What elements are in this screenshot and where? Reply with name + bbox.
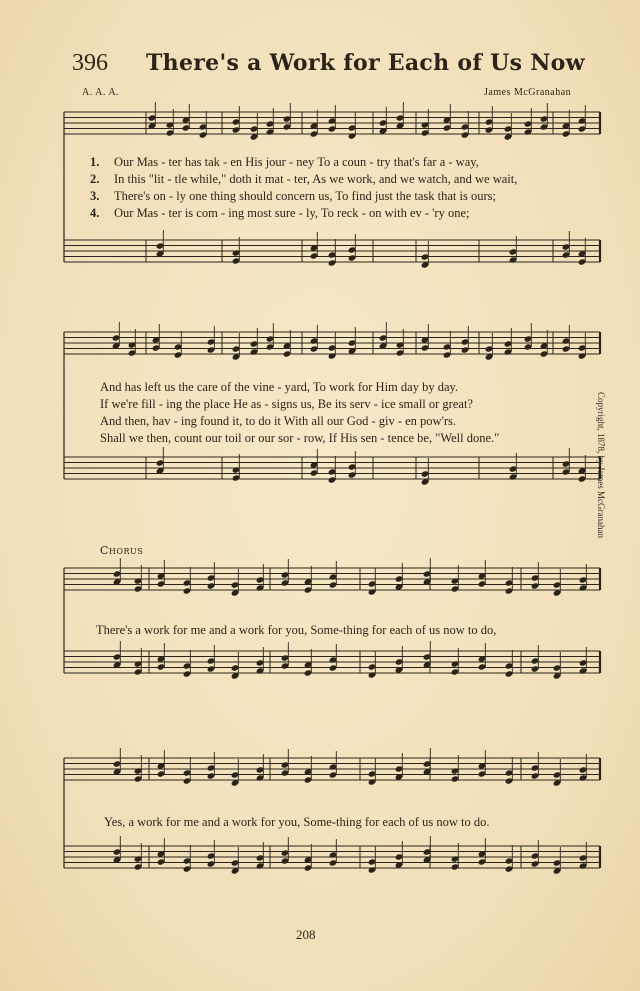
chorus-label: Chorus <box>100 544 144 557</box>
hymn-title: There's a Work for Each of Us Now <box>146 50 585 76</box>
verse-number: 3. <box>90 189 100 203</box>
verse-lyric-line: There's on - ly one thing should concern us, To find just the task that is ours; <box>114 189 496 203</box>
page-number: 208 <box>296 927 316 942</box>
music-system-2 <box>0 322 640 502</box>
verse-lyric-line: Shall we then, count our toil or our sor - row, If His sen - tence be, "Well done." <box>100 431 500 445</box>
composer-credit: James McGranahan <box>484 87 572 98</box>
lyricist-credit: A. A. A. <box>82 87 120 98</box>
verse-number: 2. <box>90 172 100 186</box>
verse-lyric-line: And has left us the care of the vine - yard, To work for Him day by day. <box>100 380 459 394</box>
chorus-lyric-line: There's a work for me and a work for you, Some-thing for each of us now to do, <box>96 623 497 637</box>
hymn-number: 396 <box>72 50 108 76</box>
verse-lyric-line: And then, hav - ing found it, to do it With all our God - giv - en pow'rs. <box>100 414 456 428</box>
verse-number: 4. <box>90 206 100 220</box>
verse-lyric-line: In this "lit - tle while," doth it mat - ter, As we work, and we watch, and we wait, <box>114 172 518 186</box>
verse-lyric-line: Our Mas - ter is com - ing most sure - ly, To reck - on with ev - 'ry one; <box>114 206 470 220</box>
chorus-lyric-line: Yes, a work for me and a work for you, Some-thing for each of us now to do. <box>104 815 490 829</box>
verse-number: 1. <box>90 155 100 169</box>
verse-lyric-line: If we're fill - ing the place He as - signs us, Be its serv - ice small or great? <box>100 397 473 411</box>
copyright-notice: Copyright, 1878, by James McGranahan <box>596 392 606 538</box>
verse-lyric-line: Our Mas - ter has tak - en His jour - ney To a coun - try that's far a - way, <box>114 155 479 169</box>
